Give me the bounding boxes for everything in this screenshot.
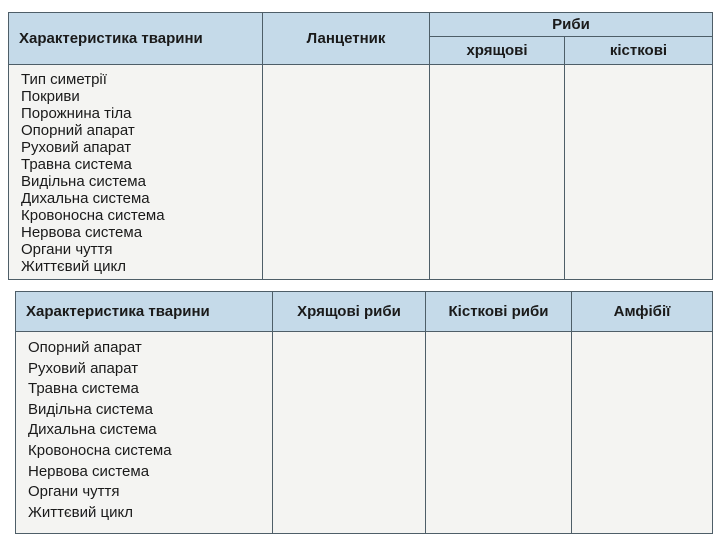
bony-fish-column-cell xyxy=(426,332,572,534)
header-lancelet: Ланцетник xyxy=(263,13,430,65)
header-cartilaginous-fish: Хрящові риби xyxy=(273,292,426,332)
row-label-circulatory-system: Кровоносна система xyxy=(21,207,165,224)
header-amphibians: Амфібії xyxy=(572,292,713,332)
row-label-symmetry-type: Тип симетрії xyxy=(21,71,107,88)
row-label-body-cavity: Порожнина тіла xyxy=(21,105,132,122)
header-fish: Риби xyxy=(430,13,713,37)
cartilaginous-fish-column-cell xyxy=(273,332,426,534)
comparison-table-fish-amphibians xyxy=(15,291,713,534)
row-label-life-cycle: Життєвий цикл xyxy=(28,503,133,521)
bony-column-cell xyxy=(565,65,713,280)
header-characteristic: Характеристика тварини xyxy=(16,292,273,332)
row-label-digestive-system: Травна система xyxy=(21,156,132,173)
header-characteristic: Характеристика тварини xyxy=(9,13,263,65)
row-label-locomotor-system: Руховий апарат xyxy=(28,359,139,377)
comparison-table-lancelet-fish xyxy=(8,12,713,280)
row-label-respiratory-system: Дихальна система xyxy=(28,421,157,439)
row-label-life-cycle: Життєвий цикл xyxy=(21,258,126,275)
row-label-respiratory-system: Дихальна система xyxy=(21,190,150,207)
row-label-nervous-system: Нервова система xyxy=(21,224,143,241)
row-label-excretory-system: Видільна система xyxy=(21,173,146,190)
lancelet-column-cell xyxy=(263,65,430,280)
row-label-digestive-system: Травна система xyxy=(28,380,139,398)
row-label-sense-organs: Органи чуття xyxy=(28,483,120,501)
row-labels-column xyxy=(9,65,263,280)
row-label-excretory-system: Видільна система xyxy=(28,400,153,418)
row-label-circulatory-system: Кровоносна система xyxy=(28,441,172,459)
row-label-sense-organs: Органи чуття xyxy=(21,241,113,258)
row-label-integument: Покриви xyxy=(21,88,80,105)
amphibians-column-cell xyxy=(572,332,713,534)
cartilaginous-column-cell xyxy=(430,65,565,280)
header-cartilaginous: хрящові xyxy=(430,37,565,65)
row-label-skeletal-system: Опорний апарат xyxy=(21,122,135,139)
row-label-nervous-system: Нервова система xyxy=(28,462,150,480)
header-bony: кісткові xyxy=(565,37,713,65)
header-bony-fish: Кісткові риби xyxy=(426,292,572,332)
row-labels-column xyxy=(16,332,273,534)
row-label-skeletal-system: Опорний апарат xyxy=(28,339,142,356)
row-label-locomotor-system: Руховий апарат xyxy=(21,139,132,156)
